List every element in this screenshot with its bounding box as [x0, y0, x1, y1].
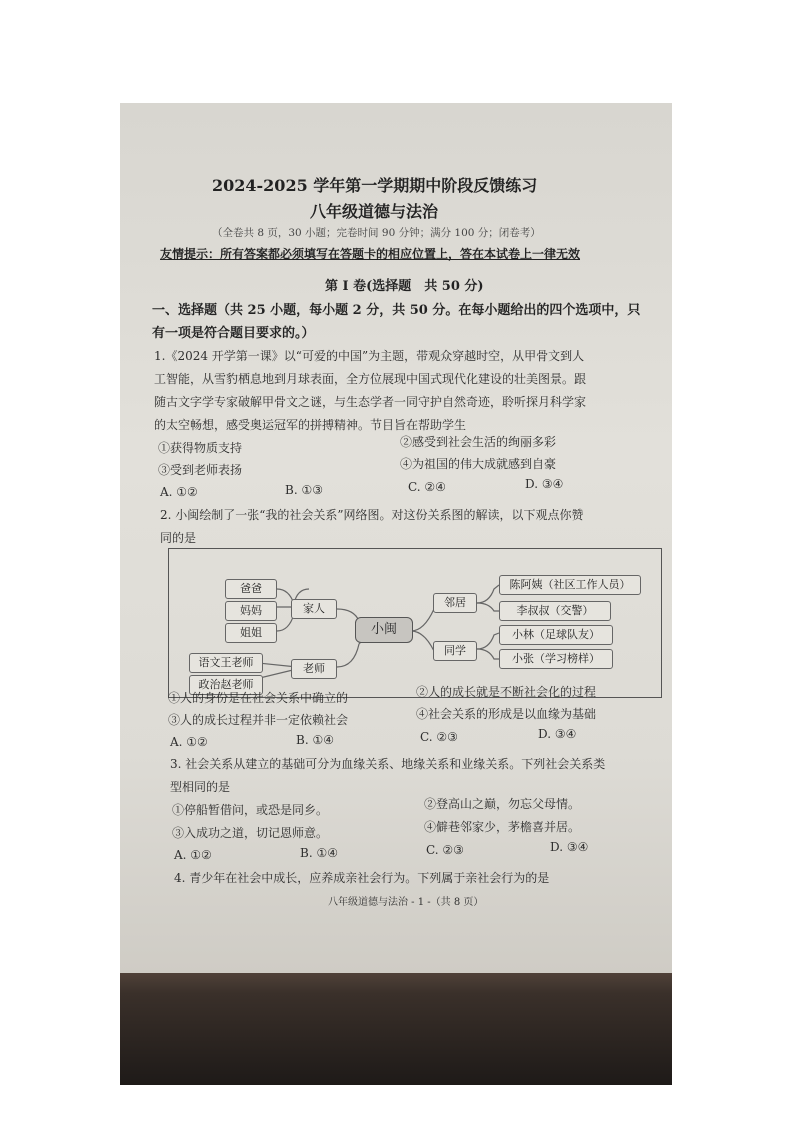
exam-subject: 八年级道德与法治	[310, 202, 439, 221]
node-dad: 爸爸	[225, 579, 277, 599]
node-xiaolin: 小林（足球队友）	[499, 625, 613, 645]
q1-line1: 1.《2024 开学第一课》以“可爱的中国”为主题，带观众穿越时空，从甲骨文到人	[154, 349, 585, 363]
q3-statement-2: ②登高山之巅，勿忘父母情。	[424, 797, 581, 811]
q1-option-c: C. ②④	[408, 480, 446, 494]
node-sister: 姐姐	[225, 623, 277, 643]
photo-frame	[120, 103, 672, 1085]
node-chinese-teacher: 语文王老师	[189, 653, 263, 673]
q2-statement-2: ②人的成长就是不断社会化的过程	[416, 685, 597, 699]
node-uncle-li: 李叔叔（交警）	[499, 601, 611, 621]
exam-info: （全卷共 8 页，30 小题；完卷时间 90 分钟；满分 100 分；闭卷考）	[212, 227, 541, 239]
node-teacher: 老师	[291, 659, 337, 679]
node-family: 家人	[291, 599, 337, 619]
q1-statement-1: ①获得物质支持	[158, 441, 243, 455]
node-neighbor: 邻居	[433, 593, 477, 613]
q3-option-a: A. ①②	[174, 848, 212, 862]
q4-line1: 4. 青少年在社会中成长，应养成亲社会行为。下列属于亲社会行为的是	[174, 871, 550, 885]
part-title: 第 I 卷(选择题 共 50 分)	[325, 279, 484, 294]
q1-line3: 随古文字学专家破解甲骨文之谜，与生态学者一同守护自然奇迹，聆听探月科学家	[154, 395, 587, 409]
exam-title: 2024-2025 学年第一学期期中阶段反馈练习	[212, 176, 538, 195]
q1-statement-3: ③受到老师表扬	[158, 463, 243, 477]
desk-background	[120, 963, 672, 1085]
q2-statement-4: ④社会关系的形成是以血缘为基础	[416, 707, 597, 721]
q3-statement-1: ①停船暂借问，或恐是同乡。	[172, 803, 329, 817]
section-intro-2: 有一项是符合题目要求的。）	[152, 326, 315, 341]
q3-statement-3: ③入成功之道，切记恩师意。	[172, 826, 329, 840]
relationship-diagram	[168, 548, 662, 698]
page-footer: 八年级道德与法治 - 1 -（共 8 页）	[328, 897, 484, 908]
q1-option-b: B. ①③	[285, 483, 323, 497]
q2-statement-1: ①人的身份是在社会关系中确立的	[168, 691, 349, 705]
node-aunt-chen: 陈阿姨（社区工作人员）	[499, 575, 641, 595]
q2-line1: 2. 小闽绘制了一张“我的社会关系”网络图。对这份关系图的解读，以下观点你赞	[160, 508, 584, 522]
q1-statement-4: ④为祖国的伟大成就感到自豪	[400, 457, 557, 471]
node-classmate: 同学	[433, 641, 477, 661]
node-politics-teacher: 政治赵老师	[189, 675, 263, 695]
section-intro-1: 一、选择题（共 25 小题，每小题 2 分，共 50 分。在每小题给出的四个选项中，只	[152, 303, 641, 318]
q3-option-d: D. ③④	[550, 840, 589, 854]
q2-option-d: D. ③④	[538, 727, 577, 741]
q2-line2: 同的是	[160, 531, 197, 545]
q1-line4: 的太空畅想，感受奥运冠军的拼搏精神。节目旨在帮助学生	[154, 418, 467, 432]
q2-statement-3: ③人的成长过程并非一定依赖社会	[168, 713, 349, 727]
q3-option-b: B. ①④	[300, 846, 338, 860]
exam-paper	[120, 103, 672, 973]
node-xiaozhang: 小张（学习榜样）	[499, 649, 613, 669]
q2-option-b: B. ①④	[296, 733, 334, 747]
q1-option-d: D. ③④	[525, 477, 564, 491]
q1-line2: 工智能，从雪豹栖息地到月球表面，全方位展现中国式现代化建设的壮美图景。跟	[154, 372, 587, 386]
q3-line2: 型相同的是	[170, 780, 231, 794]
notice-text: 友情提示：所有答案都必须填写在答题卡的相应位置上，答在本试卷上一律无效	[160, 247, 581, 261]
q2-option-c: C. ②③	[420, 730, 458, 744]
q1-statement-2: ②感受到社会生活的绚丽多彩	[400, 435, 557, 449]
q3-line1: 3. 社会关系从建立的基础可分为血缘关系、地缘关系和业缘关系。下列社会关系类	[170, 757, 606, 771]
q2-option-a: A. ①②	[170, 735, 208, 749]
node-center: 小闽	[355, 617, 413, 643]
q1-option-a: A. ①②	[160, 485, 198, 499]
node-mom: 妈妈	[225, 601, 277, 621]
q3-statement-4: ④僻巷邻家少，茅檐喜并居。	[424, 820, 581, 834]
q3-option-c: C. ②③	[426, 843, 464, 857]
